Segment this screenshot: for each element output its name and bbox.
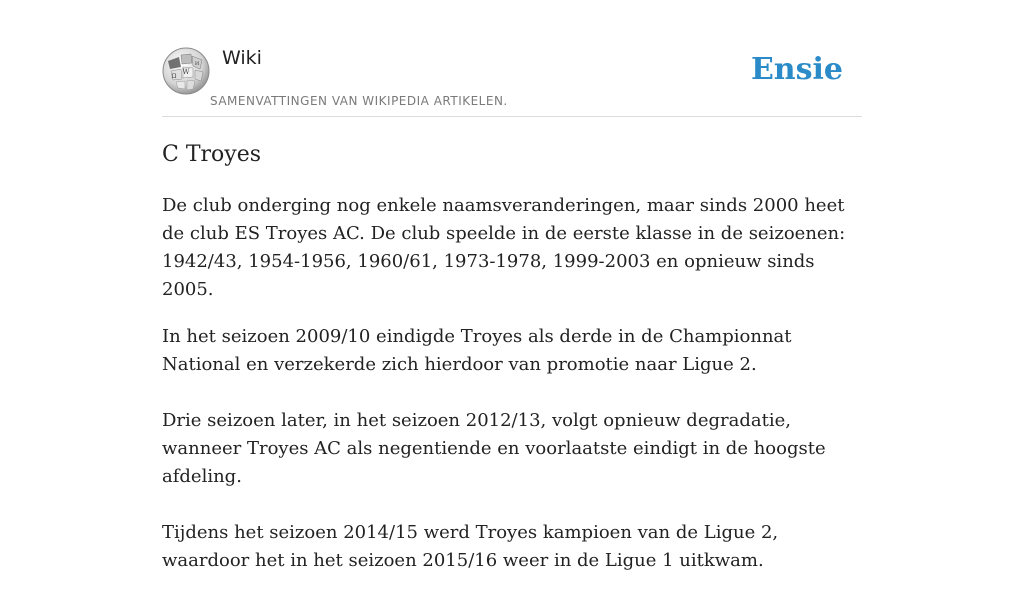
svg-text:Ω: Ω bbox=[171, 73, 177, 80]
svg-text:И: И bbox=[194, 61, 200, 67]
brand-logo[interactable]: Ensie bbox=[750, 52, 843, 87]
article-paragraph: Tijdens het seizoen 2014/15 werd Troyes kampioen van de Ligue 2, waardoor het in het seizoen 2015/16 weer in de Ligue 1 uitkwam. bbox=[162, 522, 779, 571]
site-name[interactable]: Wiki bbox=[222, 47, 262, 69]
article-paragraph: De club onderging nog enkele naamsveranderingen, maar sinds 2000 heet de club ES Troyes AC. De club speelde in de eerste klasse in de seizoenen: 1942/43, 1954-1956, 1960/61, 1973-1978, 1999-2003 en opnieuw sinds 2005. bbox=[162, 195, 846, 300]
article-body bbox=[162, 192, 862, 594]
page-title: C Troyes bbox=[162, 142, 261, 167]
wikipedia-globe-icon[interactable] bbox=[162, 47, 210, 95]
site-tagline: SAMENVATTINGEN VAN WIKIPEDIA ARTIKELEN. bbox=[210, 94, 508, 108]
article-paragraph: Drie seizoen later, in het seizoen 2012/13, volgt opnieuw degradatie, wanneer Troyes AC als negentiende en voorlaatste eindigt in de hoogste afdeling. bbox=[162, 410, 826, 487]
svg-text:W: W bbox=[182, 68, 190, 76]
article-paragraph: In het seizoen 2009/10 eindigde Troyes als derde in de Championnat National en verzekerde zich hierdoor van promotie naar Ligue 2. bbox=[162, 326, 792, 375]
site-header bbox=[162, 44, 862, 117]
